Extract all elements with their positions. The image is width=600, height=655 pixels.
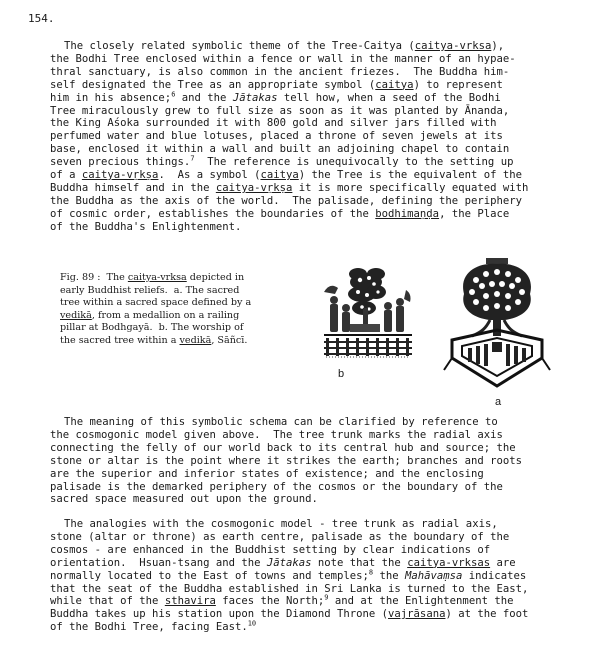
text-line: while that of the sthavira faces the North;$^9$ and at the Enlightenment the bbox=[50, 593, 514, 608]
panel-label-b: b bbox=[338, 368, 345, 380]
text-line: are the superior and inferior states of existence; and the enclosing bbox=[50, 467, 484, 480]
figure-caption bbox=[60, 272, 310, 347]
paragraph-2 bbox=[50, 416, 585, 506]
text-line: of the Buddha's Enlightenment. bbox=[50, 220, 242, 233]
footnote-ref: 7 bbox=[190, 154, 195, 163]
panel-label-a: a bbox=[495, 396, 502, 408]
text-line: self designated the Tree as an appropriate symbol (caitya) to represent bbox=[50, 78, 503, 91]
caption-line: pillar at Bodhgayā. b. The worship of bbox=[60, 322, 244, 333]
caption-line: early Buddhist reliefs. a. The sacred bbox=[60, 284, 240, 296]
text-line: normally located to the East of towns and temples;$^8$ the Mahāvaṃsa indicates bbox=[50, 568, 527, 582]
text-line: the Bodhi Tree enclosed within a fence or wall in the manner of an hypae- bbox=[50, 52, 516, 65]
text-line: The meaning of this symbolic schema can be clarified by reference to bbox=[64, 416, 498, 428]
text-line: the King Aśoka surrounded it with 800 gold and silver jars filled with bbox=[50, 117, 497, 130]
text-line: seven precious things.$^7$ The reference is unequivocally to the setting up bbox=[50, 154, 514, 169]
relief-b-illustration bbox=[322, 262, 414, 374]
text-line: that the seat of the Buddha established in Sri Lanka is turned to the East, bbox=[50, 582, 529, 595]
text-line: Buddha himself and in the caitya-vṛkṣa it is more specifically equated with bbox=[50, 181, 529, 194]
medallion-a-illustration bbox=[442, 258, 552, 393]
text-line: the cosmogonic model given above. The tree trunk marks the radial axis bbox=[50, 428, 503, 441]
text-line: stone (altar or throne) as earth centre, palisade as the boundary of the bbox=[50, 530, 510, 543]
paragraph-1 bbox=[50, 40, 585, 234]
footnote-ref: 10 bbox=[247, 619, 257, 628]
text-line: base, enclosed it within a wall and built an adjoining chapel to contain bbox=[50, 143, 510, 156]
text-line: The closely related symbolic theme of the Tree-Caitya (caitya-vrksa), bbox=[64, 40, 505, 52]
footnote-ref: 6 bbox=[171, 90, 176, 99]
text-line: sacred space measured out upon the ground. bbox=[50, 493, 318, 506]
text-line: him in his absence;$^6$ and the Jātakas tell how, when a seed of the Bodhi bbox=[50, 90, 501, 104]
text-line: stone or altar is the point where it strikes the earth; branches and roots bbox=[50, 454, 522, 467]
caption-line: Fig. 89 : The caitya-vrksa depicted in bbox=[60, 272, 245, 283]
paragraph-3 bbox=[50, 518, 585, 634]
figure-89 bbox=[322, 258, 562, 406]
text-line: cosmos - are enhanced in the Buddhist setting by clear indications of bbox=[50, 543, 491, 556]
footnote-ref: 9 bbox=[324, 593, 329, 602]
footnote-ref: 8 bbox=[368, 568, 374, 577]
text-line: of cosmic order, establishes the boundaries of the bodhimaṇḍa, the Place bbox=[50, 207, 510, 220]
text-line: Tree miraculously grew to full size as soon as it was planted by Ānanda, bbox=[50, 104, 510, 117]
page-number: 154. bbox=[28, 12, 55, 25]
text-line: of the Bodhi Tree, facing East.$^{10}$ bbox=[50, 619, 257, 634]
text-line: of a caitya-vṛkṣa. As a symbol (caitya) the Tree is the equivalent of the bbox=[50, 169, 523, 182]
text-line: perfumed water and blue lotuses, placed a throne of seven jewels at its bbox=[50, 130, 503, 143]
text-line: The analogies with the cosmogonic model - tree trunk as radial axis, bbox=[64, 518, 498, 530]
caption-line: vedikā, from a medallion on a railing bbox=[60, 309, 240, 321]
caption-line: the sacred tree within a vedikā, Sāñcī. bbox=[60, 334, 248, 346]
text-line: thral sanctuary, is also common in the ancient friezes. The Buddha him- bbox=[50, 65, 510, 78]
text-line: connecting the felly of our world back to its central hub and source; the bbox=[50, 441, 516, 454]
text-line: palisade is the demarked periphery of the cosmos or the boundary of the bbox=[50, 480, 503, 493]
text-line: orientation. Hsuan-tsang and the Jātakas note that the caitya-vrksas are bbox=[50, 556, 516, 569]
text-line: Buddha takes up his station upon the Diamond Throne (vajrāsana) at the foot bbox=[50, 608, 529, 621]
text-line: the Buddha as the axis of the world. The palisade, defining the periphery bbox=[50, 194, 522, 207]
caption-line: tree within a sacred space defined by a bbox=[60, 297, 252, 308]
